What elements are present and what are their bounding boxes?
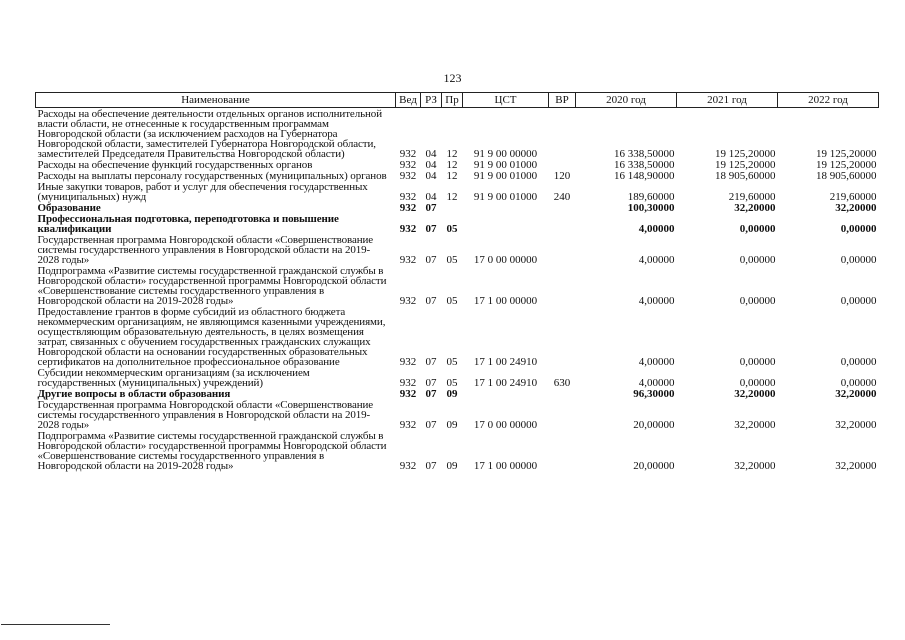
cell-cst [463, 388, 549, 399]
cell-2020: 4,00000 [638, 356, 675, 368]
footnote-divider [1, 624, 110, 625]
cell-vr [549, 388, 576, 399]
header-rz: РЗ [421, 93, 442, 108]
header-2021: 2021 год [677, 93, 778, 108]
cell-name: Государственная программа Новгородской области «Совершенствование системы государственного управления в Новгородской области на 2019-2028 годы» [37, 399, 374, 431]
cell-2022: 32,20000 [835, 388, 877, 400]
cell-pr: 09 [446, 388, 458, 400]
table-row [36, 430, 879, 471]
cell-ved: 932 [399, 159, 417, 171]
table-row [36, 388, 879, 399]
cell-rz: 07 [425, 460, 437, 472]
header-ved: Вед [396, 93, 421, 108]
cell-rz: 04 [425, 191, 437, 203]
cell-ved: 932 [399, 388, 417, 400]
cell-2022: 0,00000 [840, 223, 877, 235]
cell-rz: 07 [425, 295, 437, 307]
header-vr: ВР [549, 93, 576, 108]
cell-2021: 32,20000 [734, 460, 776, 472]
cell-name: Другие вопросы в области образования [37, 388, 231, 400]
table-row [36, 399, 879, 430]
cell-pr: 12 [446, 191, 458, 203]
cell-name: Иные закупки товаров, работ и услуг для обеспечения государственных (муниципальных) нужд [37, 181, 368, 203]
cell-2022: 219,60000 [829, 191, 877, 203]
cell-2022: 19 125,20000 [816, 148, 877, 160]
cell-rz: 07 [425, 419, 437, 431]
table-body [36, 108, 879, 472]
cell-2022: 0,00000 [840, 254, 877, 266]
cell-2021: 32,20000 [734, 419, 776, 431]
cell-pr [442, 202, 463, 213]
cell-cst [463, 213, 549, 234]
cell-vr [549, 202, 576, 213]
cell-cst: 17 1 00 00000 [473, 460, 538, 472]
cell-ved: 932 [399, 295, 417, 307]
cell-cst: 91 9 00 00000 [473, 148, 538, 160]
cell-rz: 07 [425, 254, 437, 266]
table-row [36, 213, 879, 234]
cell-name: Субсидии некоммерческим организациям (за исключением государственных (муниципальных) учреждений) [37, 367, 310, 389]
table-row [36, 234, 879, 265]
page-number: 123 [443, 71, 462, 85]
cell-cst: 91 9 00 01000 [473, 191, 538, 203]
cell-2020: 189,60000 [627, 191, 675, 203]
cell-vr: 240 [553, 191, 571, 203]
cell-vr [549, 430, 576, 471]
cell-2021: 19 125,20000 [715, 148, 776, 160]
header-2020: 2020 год [576, 93, 677, 108]
cell-vr: 120 [553, 170, 571, 182]
cell-2021: 0,00000 [739, 223, 776, 235]
cell-ved: 932 [399, 170, 417, 182]
cell-vr [549, 213, 576, 234]
cell-2021: 0,00000 [739, 254, 776, 266]
cell-ved: 932 [399, 254, 417, 266]
header-cst: ЦСТ [463, 93, 549, 108]
table-row [36, 202, 879, 213]
cell-2022: 0,00000 [840, 356, 877, 368]
cell-ved: 932 [399, 377, 417, 389]
table-row [36, 108, 879, 160]
cell-2021: 32,20000 [734, 202, 776, 214]
cell-2021: 0,00000 [739, 377, 776, 389]
header-name: Наименование [36, 93, 396, 108]
cell-name: Расходы на обеспечение деятельности отдельных органов исполнительной власти области, не отнесенные к государственным программам Новгородской области (за исключением расходов на Губернатора Новгородской области, заместителей Губернатора Новгородской области, заместителей Председателя Правительства Новгородской области) [37, 108, 382, 160]
cell-vr [549, 306, 576, 367]
cell-2020: 16 338,50000 [614, 159, 675, 171]
table-row [36, 181, 879, 202]
table-row [36, 306, 879, 367]
cell-pr: 05 [446, 254, 458, 266]
cell-cst: 17 1 00 00000 [473, 295, 538, 307]
cell-2022: 18 905,60000 [816, 170, 877, 182]
table-header-row [36, 93, 879, 108]
cell-cst: 17 1 00 24910 [473, 356, 538, 368]
cell-cst: 91 9 00 01000 [473, 159, 538, 171]
cell-2020: 96,30000 [633, 388, 675, 400]
cell-pr: 09 [446, 460, 458, 472]
table-row [36, 367, 879, 388]
cell-rz: 04 [425, 148, 437, 160]
cell-2020: 4,00000 [638, 295, 675, 307]
cell-2020: 4,00000 [638, 223, 675, 235]
cell-2020: 16 148,90000 [614, 170, 675, 182]
cell-pr: 12 [446, 170, 458, 182]
cell-name: Образование [37, 202, 101, 214]
cell-2021: 0,00000 [739, 295, 776, 307]
cell-2020: 4,00000 [638, 377, 675, 389]
cell-2021: 18 905,60000 [715, 170, 776, 182]
cell-2020: 20,00000 [633, 419, 675, 431]
cell-cst [463, 202, 549, 213]
header-pr: Пр [442, 93, 463, 108]
cell-name: Расходы на выплаты персоналу государственных (муниципальных) органов [37, 170, 387, 182]
cell-rz: 07 [425, 223, 437, 235]
cell-rz: 04 [425, 159, 437, 171]
header-2022: 2022 год [778, 93, 879, 108]
cell-vr [549, 234, 576, 265]
cell-ved: 932 [399, 202, 417, 214]
cell-cst: 91 9 00 01000 [473, 170, 538, 182]
cell-name: Расходы на обеспечение функций государственных органов [37, 159, 313, 171]
cell-pr: 05 [446, 356, 458, 368]
cell-name: Предоставление грантов в форме субсидий из областного бюджета некоммерческим организациям, не являющимся казенными учреждениями, осуществляющим образовательную деятельность, в целях возмещения затрат, связанных с обучением государственных гражданских служащих Новгородской области на основании государственных образовательных сертификатов на дополнительное профессиональное образование [37, 306, 386, 368]
cell-ved: 932 [399, 419, 417, 431]
cell-pr: 12 [446, 148, 458, 160]
cell-rz: 07 [425, 388, 437, 400]
cell-cst: 17 1 00 24910 [473, 377, 538, 389]
cell-pr: 05 [446, 377, 458, 389]
cell-2020: 20,00000 [633, 460, 675, 472]
budget-table [35, 92, 879, 471]
cell-rz: 04 [425, 170, 437, 182]
cell-rz: 07 [425, 202, 437, 214]
cell-ved: 932 [399, 460, 417, 472]
cell-ved: 932 [399, 148, 417, 160]
cell-pr: 09 [446, 419, 458, 431]
cell-name: Государственная программа Новгородской области «Совершенствование системы государственного управления в Новгородской области на 2019-2028 годы» [37, 234, 374, 266]
cell-cst: 17 0 00 00000 [473, 254, 538, 266]
cell-ved: 932 [399, 223, 417, 235]
cell-vr: 630 [553, 377, 571, 389]
cell-2022: 0,00000 [840, 377, 877, 389]
cell-name: Подпрограмма «Развитие системы государственной гражданской службы в Новгородской области» государственной программы Новгородской области «Совершенствование системы государственного управления в Новгородской области на 2019-2028 годы» [37, 430, 387, 472]
cell-rz: 07 [425, 356, 437, 368]
cell-2020: 100,30000 [627, 202, 675, 214]
cell-ved: 932 [399, 191, 417, 203]
cell-rz: 07 [425, 377, 437, 389]
cell-2022: 32,20000 [835, 202, 877, 214]
cell-2022: 32,20000 [835, 419, 877, 431]
cell-2021: 0,00000 [739, 356, 776, 368]
cell-vr [549, 159, 576, 170]
cell-pr: 12 [446, 159, 458, 171]
cell-2021: 32,20000 [734, 388, 776, 400]
cell-pr: 05 [446, 223, 458, 235]
cell-name: Подпрограмма «Развитие системы государственной гражданской службы в Новгородской области» государственной программы Новгородской области «Совершенствование системы государственного управления в Новгородской области на 2019-2028 годы» [37, 265, 387, 307]
table-row [36, 170, 879, 181]
cell-2022: 0,00000 [840, 295, 877, 307]
cell-2021: 19 125,20000 [715, 159, 776, 171]
cell-2021: 219,60000 [728, 191, 776, 203]
table-row [36, 159, 879, 170]
cell-2022: 32,20000 [835, 460, 877, 472]
cell-ved: 932 [399, 356, 417, 368]
table-row [36, 265, 879, 306]
cell-vr [549, 108, 576, 160]
cell-2020: 16 338,50000 [614, 148, 675, 160]
cell-2022: 19 125,20000 [816, 159, 877, 171]
cell-vr [549, 265, 576, 306]
cell-vr [549, 399, 576, 430]
cell-2020: 4,00000 [638, 254, 675, 266]
cell-pr: 05 [446, 295, 458, 307]
cell-name: Профессиональная подготовка, переподготовка и повышение квалификации [37, 213, 339, 235]
cell-cst: 17 0 00 00000 [473, 419, 538, 431]
